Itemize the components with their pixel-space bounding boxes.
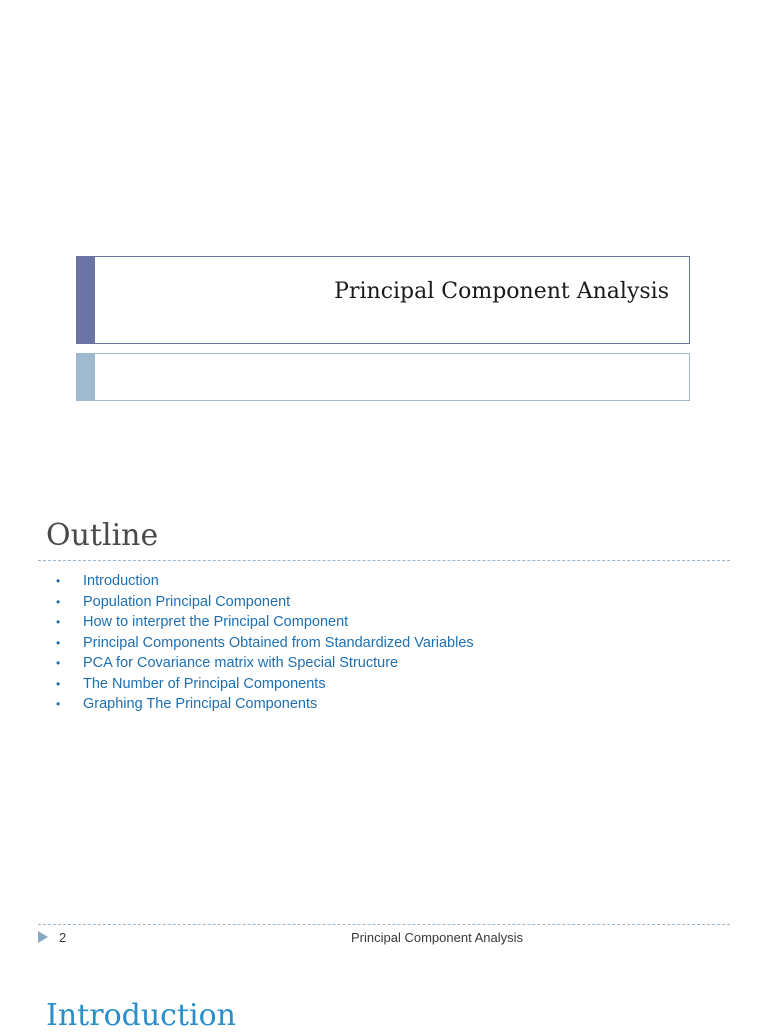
outline-item-label: PCA for Covariance matrix with Special Structure — [83, 655, 399, 671]
bullet-icon: • — [56, 594, 61, 609]
outline-item-label: Graphing The Principal Components — [83, 696, 318, 712]
outline-item-label: The Number of Principal Components — [83, 675, 326, 692]
outline-item-standardized-variables[interactable] — [56, 633, 474, 654]
next-slide-heading: Introduction — [46, 998, 236, 1033]
outline-item-label: How to interpret the Principal Component — [83, 614, 349, 630]
slide-title: Principal Component Analysis — [334, 279, 669, 304]
triangle-right-icon — [38, 931, 48, 943]
header-divider — [38, 560, 730, 561]
outline-item-interpret-principal-component[interactable] — [56, 612, 474, 633]
footer-page-number: 2 — [59, 930, 67, 945]
bullet-icon: • — [56, 676, 61, 691]
outline-item-covariance-special-structure[interactable] — [56, 653, 474, 674]
outline-item-population-principal-component[interactable] — [56, 592, 474, 613]
bullet-icon: • — [56, 656, 61, 670]
subtitle-accent-bar — [77, 354, 95, 400]
bullet-icon: • — [56, 615, 61, 629]
outline-item-introduction[interactable] — [56, 571, 474, 592]
title-accent-bar — [77, 257, 95, 343]
outline-heading: Outline — [46, 518, 159, 553]
outline-item-label: Population Principal Component — [83, 593, 291, 610]
outline-item-label: Introduction — [83, 573, 159, 589]
outline-item-graphing-components[interactable] — [56, 694, 474, 715]
bullet-icon: • — [56, 697, 61, 711]
bullet-icon: • — [56, 635, 61, 650]
title-box — [76, 256, 690, 344]
outline-item-label: Principal Components Obtained from Standardized Variables — [83, 634, 474, 651]
footer-title: Principal Component Analysis — [351, 930, 523, 945]
subtitle-box — [76, 353, 690, 401]
outline-item-number-of-components[interactable] — [56, 674, 474, 695]
bullet-icon: • — [56, 574, 61, 588]
outline-list — [56, 571, 474, 715]
footer-divider — [38, 924, 730, 925]
